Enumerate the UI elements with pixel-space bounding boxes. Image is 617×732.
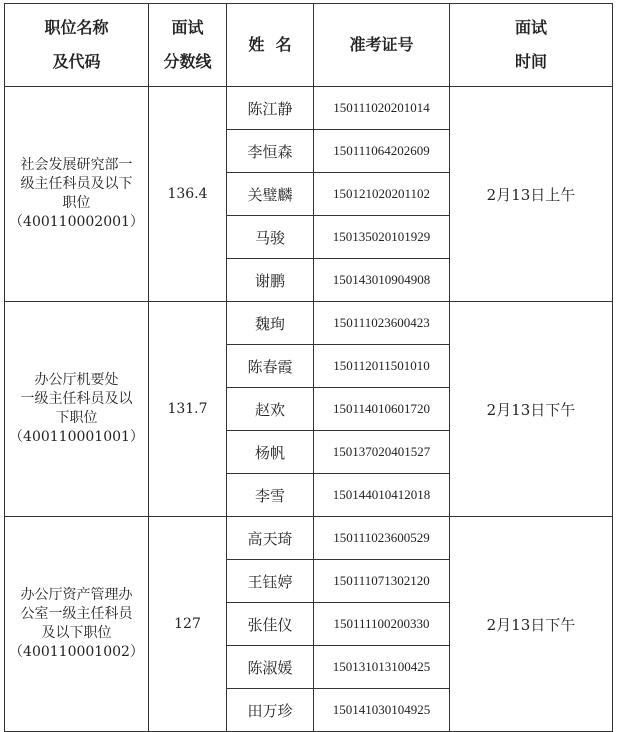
candidate-name: 田万珍 bbox=[227, 689, 314, 732]
ticket-number: 150111020201014 bbox=[314, 87, 450, 130]
candidate-name: 关璧麟 bbox=[227, 173, 314, 216]
ticket-number: 150141030104925 bbox=[314, 689, 450, 732]
candidate-name: 杨帆 bbox=[227, 431, 314, 474]
ticket-number: 150144010412018 bbox=[314, 474, 450, 517]
candidate-name: 张佳仪 bbox=[227, 603, 314, 646]
position-line: 一级主任科员及以 bbox=[20, 391, 133, 407]
candidate-name: 李恒森 bbox=[227, 130, 314, 173]
position-line: 级主任科员及以下 bbox=[20, 176, 133, 192]
candidate-name: 魏珣 bbox=[227, 302, 314, 345]
ticket-number: 150121020201102 bbox=[314, 173, 450, 216]
candidate-name: 陈淑媛 bbox=[227, 646, 314, 689]
ticket-number: 150112011501010 bbox=[314, 345, 450, 388]
position-cell bbox=[5, 517, 149, 732]
candidate-name: 陈春霞 bbox=[227, 345, 314, 388]
interview-time-cell: 2月13日下午 bbox=[450, 517, 613, 732]
ticket-number: 150111023600423 bbox=[314, 302, 450, 345]
position-line: 公室一级主任科员 bbox=[20, 606, 133, 622]
position-line: （400110002001） bbox=[9, 214, 144, 230]
header-time bbox=[450, 4, 613, 87]
position-cell bbox=[5, 302, 149, 517]
score-cell: 127 bbox=[149, 517, 227, 732]
position-cell bbox=[5, 87, 149, 302]
header-time-line2: 时间 bbox=[514, 52, 547, 71]
candidate-name: 马骏 bbox=[227, 216, 314, 259]
header-row bbox=[5, 4, 613, 87]
candidate-name: 高天琦 bbox=[227, 517, 314, 560]
header-ticket: 准考证号 bbox=[314, 4, 450, 87]
ticket-number: 150111100200330 bbox=[314, 603, 450, 646]
interview-time-cell: 2月13日下午 bbox=[450, 302, 613, 517]
table-row bbox=[5, 87, 613, 130]
header-name: 姓 名 bbox=[227, 4, 314, 87]
candidate-name: 陈江静 bbox=[227, 87, 314, 130]
header-score-line1: 面试 bbox=[171, 18, 204, 37]
table-row bbox=[5, 302, 613, 345]
candidate-name: 谢鹏 bbox=[227, 259, 314, 302]
header-position bbox=[5, 4, 149, 87]
score-cell: 136.4 bbox=[149, 87, 227, 302]
position-line: 社会发展研究部一 bbox=[20, 157, 133, 173]
ticket-number: 150131013100425 bbox=[314, 646, 450, 689]
candidate-name: 赵欢 bbox=[227, 388, 314, 431]
position-line: 办公厅机要处 bbox=[34, 372, 119, 388]
ticket-number: 150111064202609 bbox=[314, 130, 450, 173]
position-line: （400110001002） bbox=[9, 644, 144, 660]
score-cell: 131.7 bbox=[149, 302, 227, 517]
candidate-name: 李雪 bbox=[227, 474, 314, 517]
position-line: 办公厅资产管理办 bbox=[20, 587, 133, 603]
position-line: （400110001001） bbox=[9, 429, 144, 445]
table-row bbox=[5, 517, 613, 560]
header-position-line2: 及代码 bbox=[52, 52, 101, 71]
ticket-number: 150111071302120 bbox=[314, 560, 450, 603]
position-line: 职位 bbox=[62, 195, 91, 211]
header-score-line2: 分数线 bbox=[163, 52, 212, 71]
ticket-number: 150135020101929 bbox=[314, 216, 450, 259]
header-time-line1: 面试 bbox=[514, 18, 547, 37]
header-score bbox=[149, 4, 227, 87]
ticket-number: 150114010601720 bbox=[314, 388, 450, 431]
interview-time-cell: 2月13日上午 bbox=[450, 87, 613, 302]
position-line: 及以下职位 bbox=[41, 625, 112, 641]
header-position-line1: 职位名称 bbox=[44, 18, 109, 37]
interview-table bbox=[4, 3, 613, 732]
candidate-name: 王钰婷 bbox=[227, 560, 314, 603]
ticket-number: 150143010904908 bbox=[314, 259, 450, 302]
position-line: 下职位 bbox=[55, 410, 98, 426]
ticket-number: 150111023600529 bbox=[314, 517, 450, 560]
ticket-number: 150137020401527 bbox=[314, 431, 450, 474]
